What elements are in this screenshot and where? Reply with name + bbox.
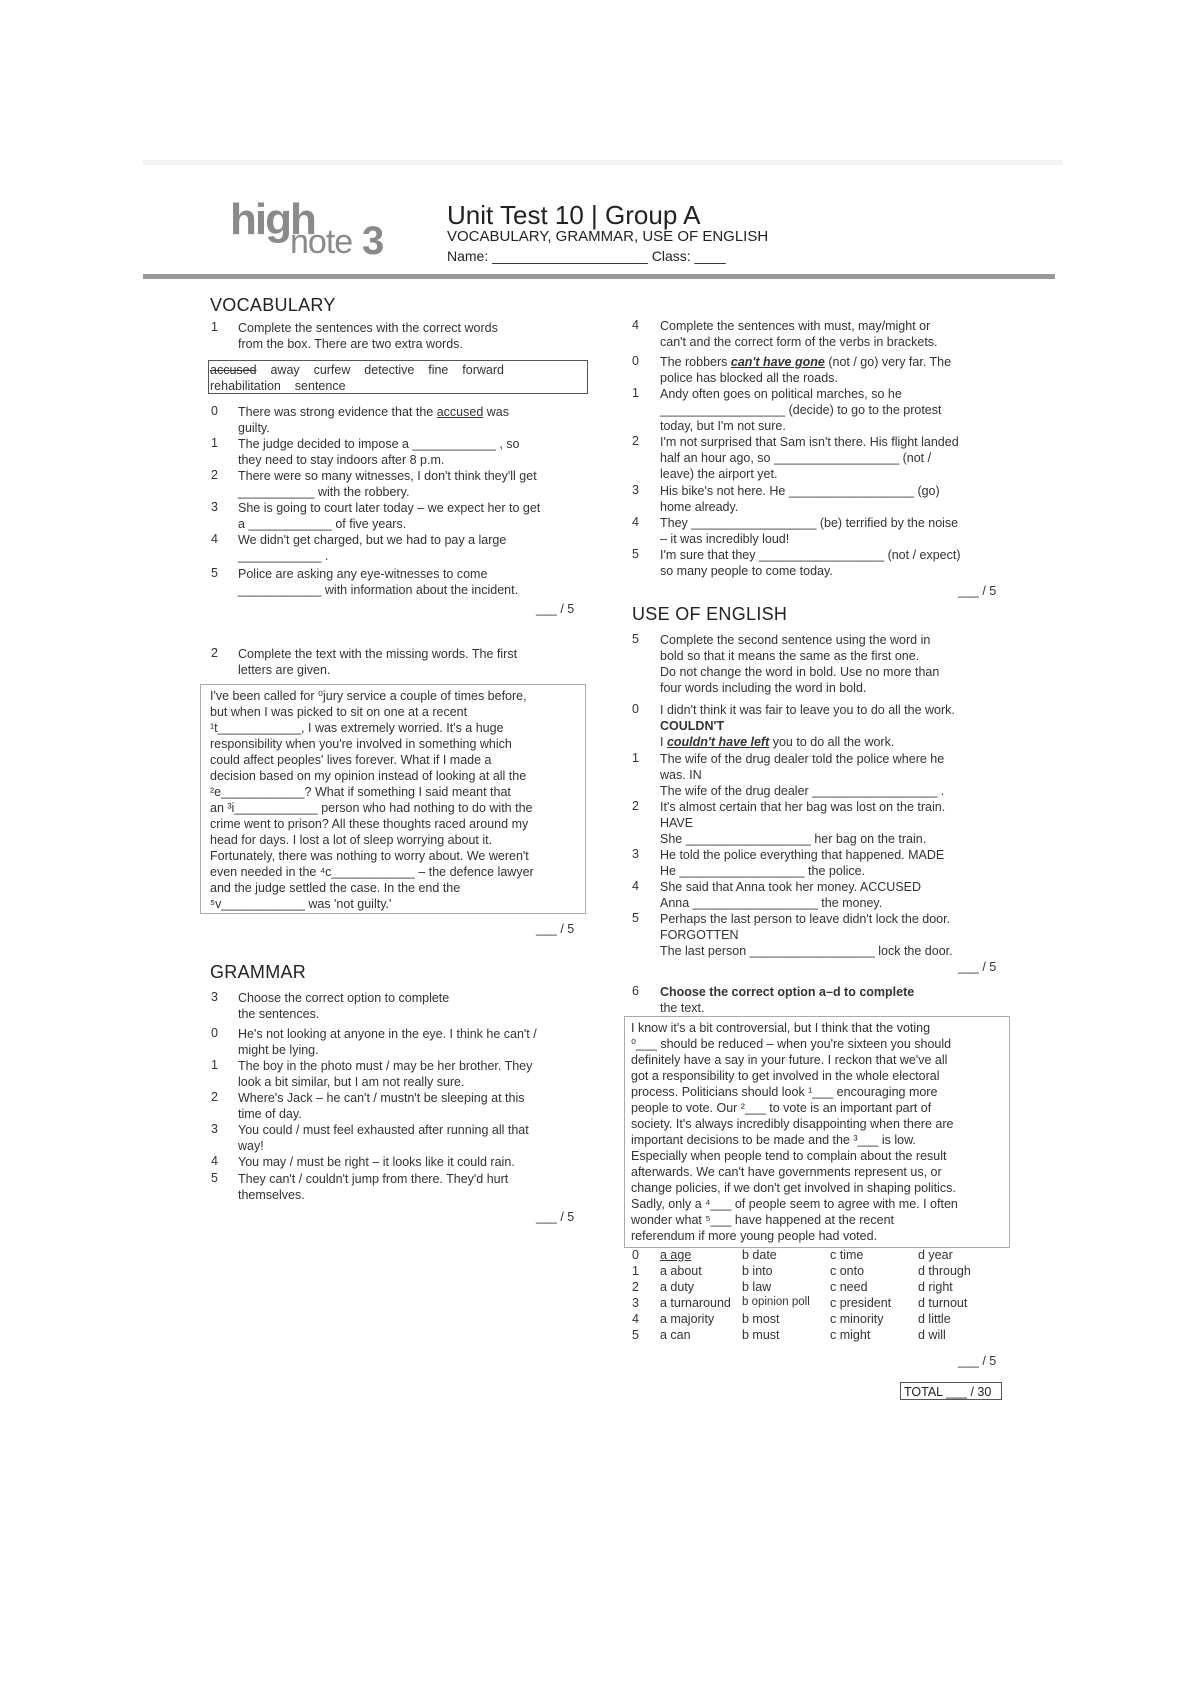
list-item: We didn't get charged, but we had to pay a large ____________ . [238, 533, 507, 563]
exercise-number: 5 [632, 632, 639, 646]
item-number: 5 [632, 911, 639, 925]
word-box-word: rehabilitation [210, 379, 281, 393]
item-number: 1 [632, 386, 639, 400]
exercise-instruction: Complete the sentences with the correct words from the box. There are two extra words. [238, 321, 498, 351]
list-item: I'm sure that they __________________ (not / expect) so many people to come today. [660, 548, 961, 578]
item-number: 2 [211, 1090, 218, 1104]
list-item: His bike's not here. He __________________ (go) home already. [660, 484, 940, 514]
list-item: Perhaps the last person to leave didn't lock the door. FORGOTTEN The last person __________________ lock the door. [660, 912, 953, 958]
score-box: ___ / 5 [958, 584, 997, 598]
exercise-number: 2 [211, 646, 218, 660]
table-row-number: 2 [632, 1280, 639, 1294]
exercise-number: 1 [211, 320, 218, 334]
option-a: a can [660, 1328, 691, 1342]
logo-number: 3 [362, 219, 385, 263]
exercise-instruction: Choose the correct option a–d to complete the text. [660, 985, 915, 1015]
option-c: c might [830, 1328, 871, 1342]
list-item: The robbers can't have gone (not / go) very far. The police has blocked all the roads. [660, 355, 952, 385]
section-heading-vocabulary: VOCABULARY [210, 295, 336, 315]
item-number: 0 [632, 702, 639, 716]
option-d: d through [918, 1264, 971, 1278]
option-a: a age [660, 1248, 692, 1262]
option-a: a turnaround [660, 1296, 731, 1310]
option-b: b law [742, 1280, 772, 1294]
option-a: a majority [660, 1312, 715, 1326]
item-number: 4 [211, 1154, 218, 1168]
table-row-number: 3 [632, 1296, 639, 1310]
option-a: a about [660, 1264, 702, 1278]
list-item: There was strong evidence that the accused was guilty. [238, 405, 509, 435]
list-item: The boy in the photo must / may be her brother. They look a bit similar, but I am not really sure. [238, 1059, 533, 1089]
list-item: You may / must be right – it looks like it could rain. [238, 1155, 515, 1169]
score-box: ___ / 5 [958, 960, 997, 974]
score-box: ___ / 5 [536, 1210, 575, 1224]
word-box-word: fine [428, 363, 449, 377]
option-a: a duty [660, 1280, 695, 1294]
page-subtitle: VOCABULARY, GRAMMAR, USE OF ENGLISH [447, 228, 769, 245]
exercise-instruction: Complete the sentences with must, may/might or can't and the correct form of the verbs in brackets. [660, 319, 938, 349]
item-number: 1 [211, 1058, 218, 1072]
example-answer: accused [436, 405, 484, 419]
list-item: Where's Jack – he can't / mustn't be sleeping at this time of day. [238, 1091, 525, 1121]
list-item: They can't / couldn't jump from there. They'd hurt themselves. [238, 1172, 509, 1202]
exercise-instruction: Choose the correct option to complete the sentences. [238, 991, 450, 1021]
exercise-instruction: Complete the second sentence using the word in bold so that it means the same as the first one. Do not change the word in bold. Use no more than four words including the word in bold. [660, 633, 940, 695]
table-row-number: 5 [632, 1328, 639, 1342]
word-box-words [210, 362, 584, 394]
option-d: d right [918, 1280, 953, 1294]
list-item: The wife of the drug dealer told the police where he was. IN The wife of the drug dealer __________________ . [660, 752, 945, 798]
example-answer: can't have gone [730, 355, 825, 369]
example-answer: couldn't have left [666, 735, 770, 749]
item-number: 0 [632, 354, 639, 368]
item-number: 2 [632, 799, 639, 813]
option-c: c time [830, 1248, 864, 1262]
list-item: He's not looking at anyone in the eye. I think he can't / might be lying. [238, 1027, 537, 1057]
option-b: b opinion poll [742, 1296, 810, 1308]
word-box-word: forward [462, 363, 504, 377]
header-bar [143, 274, 1055, 279]
gapped-text: I know it's a bit controversial, but I think that the voting ⁰___ should be reduced – when you're sixteen you should definitely have a say in your future. I reckon that we've all got a responsibility to get involved in the whole electoral process. Politicians should look ¹___ encouraging more people to vote. Our ²___ to vote is an important part of society. It's always incredibly disappointing when there are important decisions to be made and the ³___ is low. Especially when people tend to complain about the result afterwards. We can't have governments represent us, or change policies, if we don't get involved in shaping politics. Sadly, only a ⁴___ of people seem to agree with me. I often wonder what ⁵___ have happened at the recent referendum if more young people had voted. [631, 1021, 958, 1243]
option-d: d will [918, 1328, 946, 1342]
word-box-word: sentence [294, 379, 346, 393]
list-item: She is going to court later today – we expect her to get a ____________ of five years. [238, 501, 541, 531]
list-item: You could / must feel exhausted after running all that way! [238, 1123, 529, 1153]
gapped-text: I've been called for ⁰jury service a couple of times before, but when I was picked to sit on one at a recent ¹t____________, I was extremely worried. It's a huge responsibility when you're involved in something which could affect peoples' lives forever. What if I made a decision based on my opinion instead of looking at all the ²e____________? What if something I said meant that an ³i____________ person who had nothing to do with the crime went to prison? All these thoughts raced around my head for days. I lost a lot of sleep worrying about it. Fortunately, there was nothing to worry about. We weren't even needed in the ⁴c____________ – the defence lawyer and the judge settled the case. In the end the ⁵v____________ was 'not guilty.' [210, 689, 534, 911]
table-row-number: 4 [632, 1312, 639, 1326]
table-row-number: 1 [632, 1264, 639, 1278]
option-b: b most [742, 1312, 780, 1326]
item-number: 1 [211, 436, 218, 450]
top-rule [143, 160, 1063, 165]
word-box-word: away [270, 363, 300, 377]
item-number: 0 [211, 404, 218, 418]
option-c: c minority [830, 1312, 884, 1326]
total-score-box: TOTAL ___ / 30 [900, 1382, 1002, 1400]
exercise-number: 4 [632, 318, 639, 332]
high-note-logo [230, 195, 400, 265]
list-item: It's almost certain that her bag was lost on the train. HAVE She __________________ her bag on the train. [660, 800, 946, 846]
list-item: There were so many witnesses, I don't think they'll get ___________ with the robbery. [238, 469, 537, 499]
exercise-number: 6 [632, 984, 639, 998]
option-c: c need [830, 1280, 868, 1294]
option-d: d little [918, 1312, 951, 1326]
list-item: Andy often goes on political marches, so he __________________ (decide) to go to the protest today, but I'm not sure. [660, 387, 942, 433]
word-box-word: detective [364, 363, 415, 377]
item-number: 4 [632, 515, 639, 529]
item-number: 2 [632, 434, 639, 448]
name-class-line: Name: ____________________ Class: ____ [447, 248, 726, 264]
option-d: d turnout [918, 1296, 968, 1310]
item-number: 3 [211, 1122, 218, 1136]
item-number: 4 [632, 879, 639, 893]
item-number: 2 [211, 468, 218, 482]
list-item: He told the police everything that happened. MADE He __________________ the police. [660, 848, 945, 878]
section-heading-use-of-english: USE OF ENGLISH [632, 604, 788, 624]
table-row-number: 0 [632, 1248, 639, 1262]
item-number: 5 [211, 566, 218, 580]
option-b: b must [742, 1328, 780, 1342]
list-item: Police are asking any eye-witnesses to come ____________ with information about the incident. [238, 567, 519, 597]
item-number: 0 [211, 1026, 218, 1040]
logo-word-high: high [230, 195, 315, 244]
exercise-number: 3 [211, 990, 218, 1004]
list-item: I'm not surprised that Sam isn't there. His flight landed half an hour ago, so __________________ (not / leave) the airport yet. [660, 435, 959, 481]
option-c: c onto [830, 1264, 865, 1278]
logo-word-note: note [290, 223, 353, 261]
page-title: Unit Test 10 | Group A [447, 200, 701, 230]
option-c: c president [830, 1296, 892, 1310]
item-number: 3 [211, 500, 218, 514]
option-b: b date [742, 1248, 777, 1262]
item-number: 5 [632, 547, 639, 561]
score-box: ___ / 5 [536, 922, 575, 936]
score-box: ___ / 5 [536, 602, 575, 616]
item-number: 3 [632, 847, 639, 861]
item-number: 4 [211, 532, 218, 546]
word-box-word: accused [210, 363, 257, 377]
option-b: b into [742, 1264, 773, 1278]
score-box: ___ / 5 [958, 1354, 997, 1368]
option-d: d year [918, 1248, 953, 1262]
list-item: The judge decided to impose a ____________ , so they need to stay indoors after 8 p.m. [238, 437, 520, 467]
keyword: COULDN'T [660, 719, 725, 733]
list-item: She said that Anna took her money. ACCUSED Anna __________________ the money. [660, 880, 922, 910]
list-item: They __________________ (be) terrified by the noise – it was incredibly loud! [660, 516, 959, 546]
item-number: 3 [632, 483, 639, 497]
item-number: 1 [632, 751, 639, 765]
section-heading-grammar: GRAMMAR [210, 962, 307, 982]
word-box-word: curfew [313, 363, 351, 377]
exercise-instruction: Complete the text with the missing words. The first letters are given. [238, 647, 518, 677]
item-number: 5 [211, 1171, 218, 1185]
list-item: I didn't think it was fair to leave you to do all the work. COULDN'T I couldn't have left you to do all the work. [660, 703, 955, 749]
